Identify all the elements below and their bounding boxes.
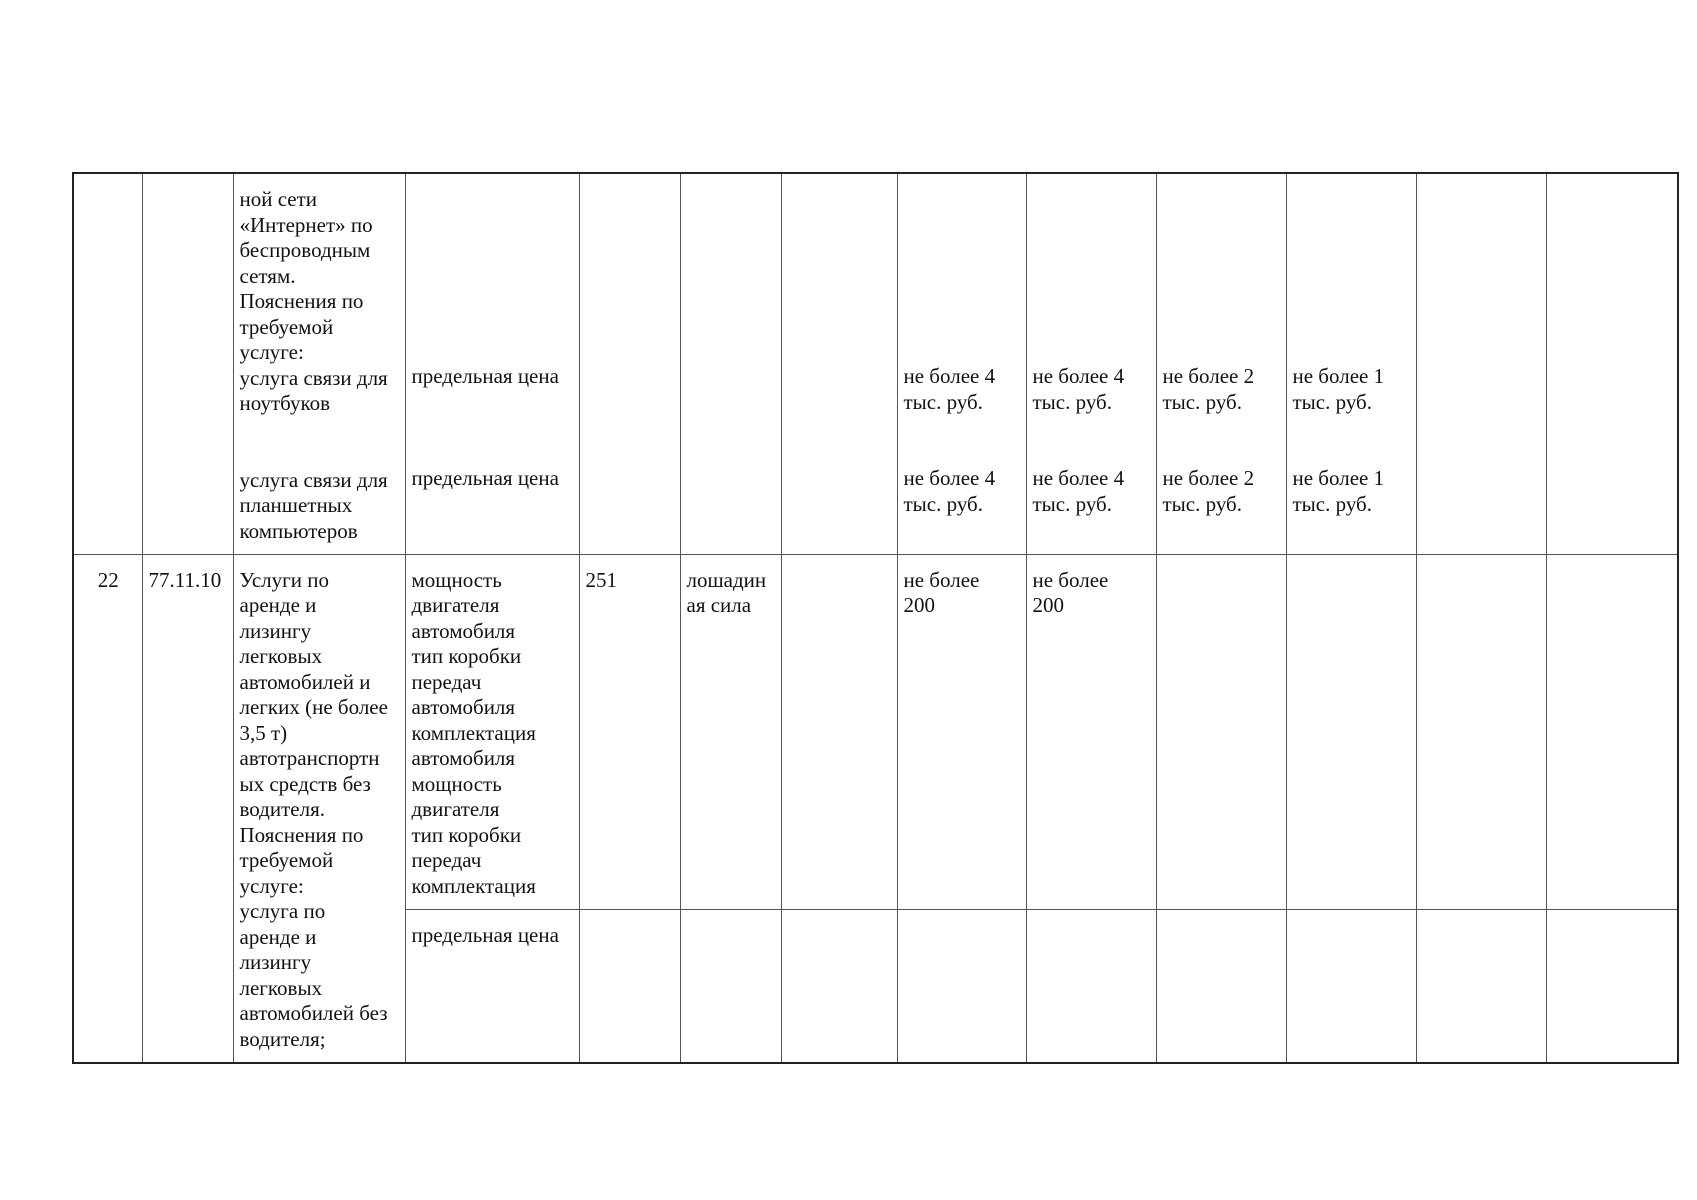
cell-description: [233, 173, 405, 554]
cell-empty: [1546, 173, 1678, 554]
cell-value: не более 4 тыс. руб. не более 4 тыс. руб.: [1026, 173, 1156, 554]
cell-value: [1286, 909, 1416, 1063]
cell-unit-name: лошадин ая сила: [680, 554, 781, 909]
characteristic-2: предельная цена: [411, 465, 559, 490]
cell-unit-code: [579, 173, 680, 554]
description-text: ной сети «Интернет» по беспроводным сетям. Пояснения по требуемой услуге: услуга связи для ноутбуков: [239, 187, 388, 415]
cell-value: не более 1 тыс. руб. не более 1 тыс. руб.: [1286, 173, 1416, 554]
cell-value: [1156, 909, 1286, 1063]
cell-value: не более 2 тыс. руб. не более 2 тыс. руб.: [1156, 173, 1286, 554]
cell-value: [1026, 909, 1156, 1063]
description-text-2: услуга связи для планшетных компьютеров: [239, 467, 388, 543]
table-row: [73, 173, 1678, 554]
cell-value: не более 4 тыс. руб. не более 4 тыс. руб.: [897, 173, 1026, 554]
cell-extra: [781, 554, 897, 909]
cell-value: [897, 909, 1026, 1063]
cell-value: [1286, 554, 1416, 909]
cell-description: Услуги по аренде и лизингу легковых автомобилей и легких (не более 3,5 т) автотранспортн ых средств без водителя. Пояснения по требуемой услуге: услуга по аренде и лизингу легковых автомобилей без водителя;: [233, 554, 405, 1063]
cell-empty: [1416, 554, 1546, 909]
requirements-table: [72, 172, 1679, 1064]
characteristic-1: предельная цена: [411, 364, 559, 388]
cell-unit-name: [680, 909, 781, 1063]
cell-unit-name: [680, 173, 781, 554]
cell-number: [73, 173, 142, 554]
cell-unit-code: [579, 909, 680, 1063]
cell-extra: [781, 909, 897, 1063]
cell-empty: [1416, 909, 1546, 1063]
cell-empty: [1546, 554, 1678, 909]
cell-code: [142, 173, 233, 554]
cell-number: 22: [73, 554, 142, 1063]
cell-characteristic: предельная цена: [405, 909, 579, 1063]
cell-value: [1156, 554, 1286, 909]
cell-empty: [1546, 909, 1678, 1063]
cell-value: не более 200: [1026, 554, 1156, 909]
cell-code: 77.11.10: [142, 554, 233, 1063]
cell-extra: [781, 173, 897, 554]
table-row: [73, 554, 1678, 909]
cell-value: не более 200: [897, 554, 1026, 909]
cell-characteristic: [405, 173, 579, 554]
cell-unit-code: 251: [579, 554, 680, 909]
cell-empty: [1416, 173, 1546, 554]
cell-characteristic: мощность двигателя автомобиля тип коробки передач автомобиля комплектация автомобиля мощность двигателя тип коробки передач комплектация: [405, 554, 579, 909]
